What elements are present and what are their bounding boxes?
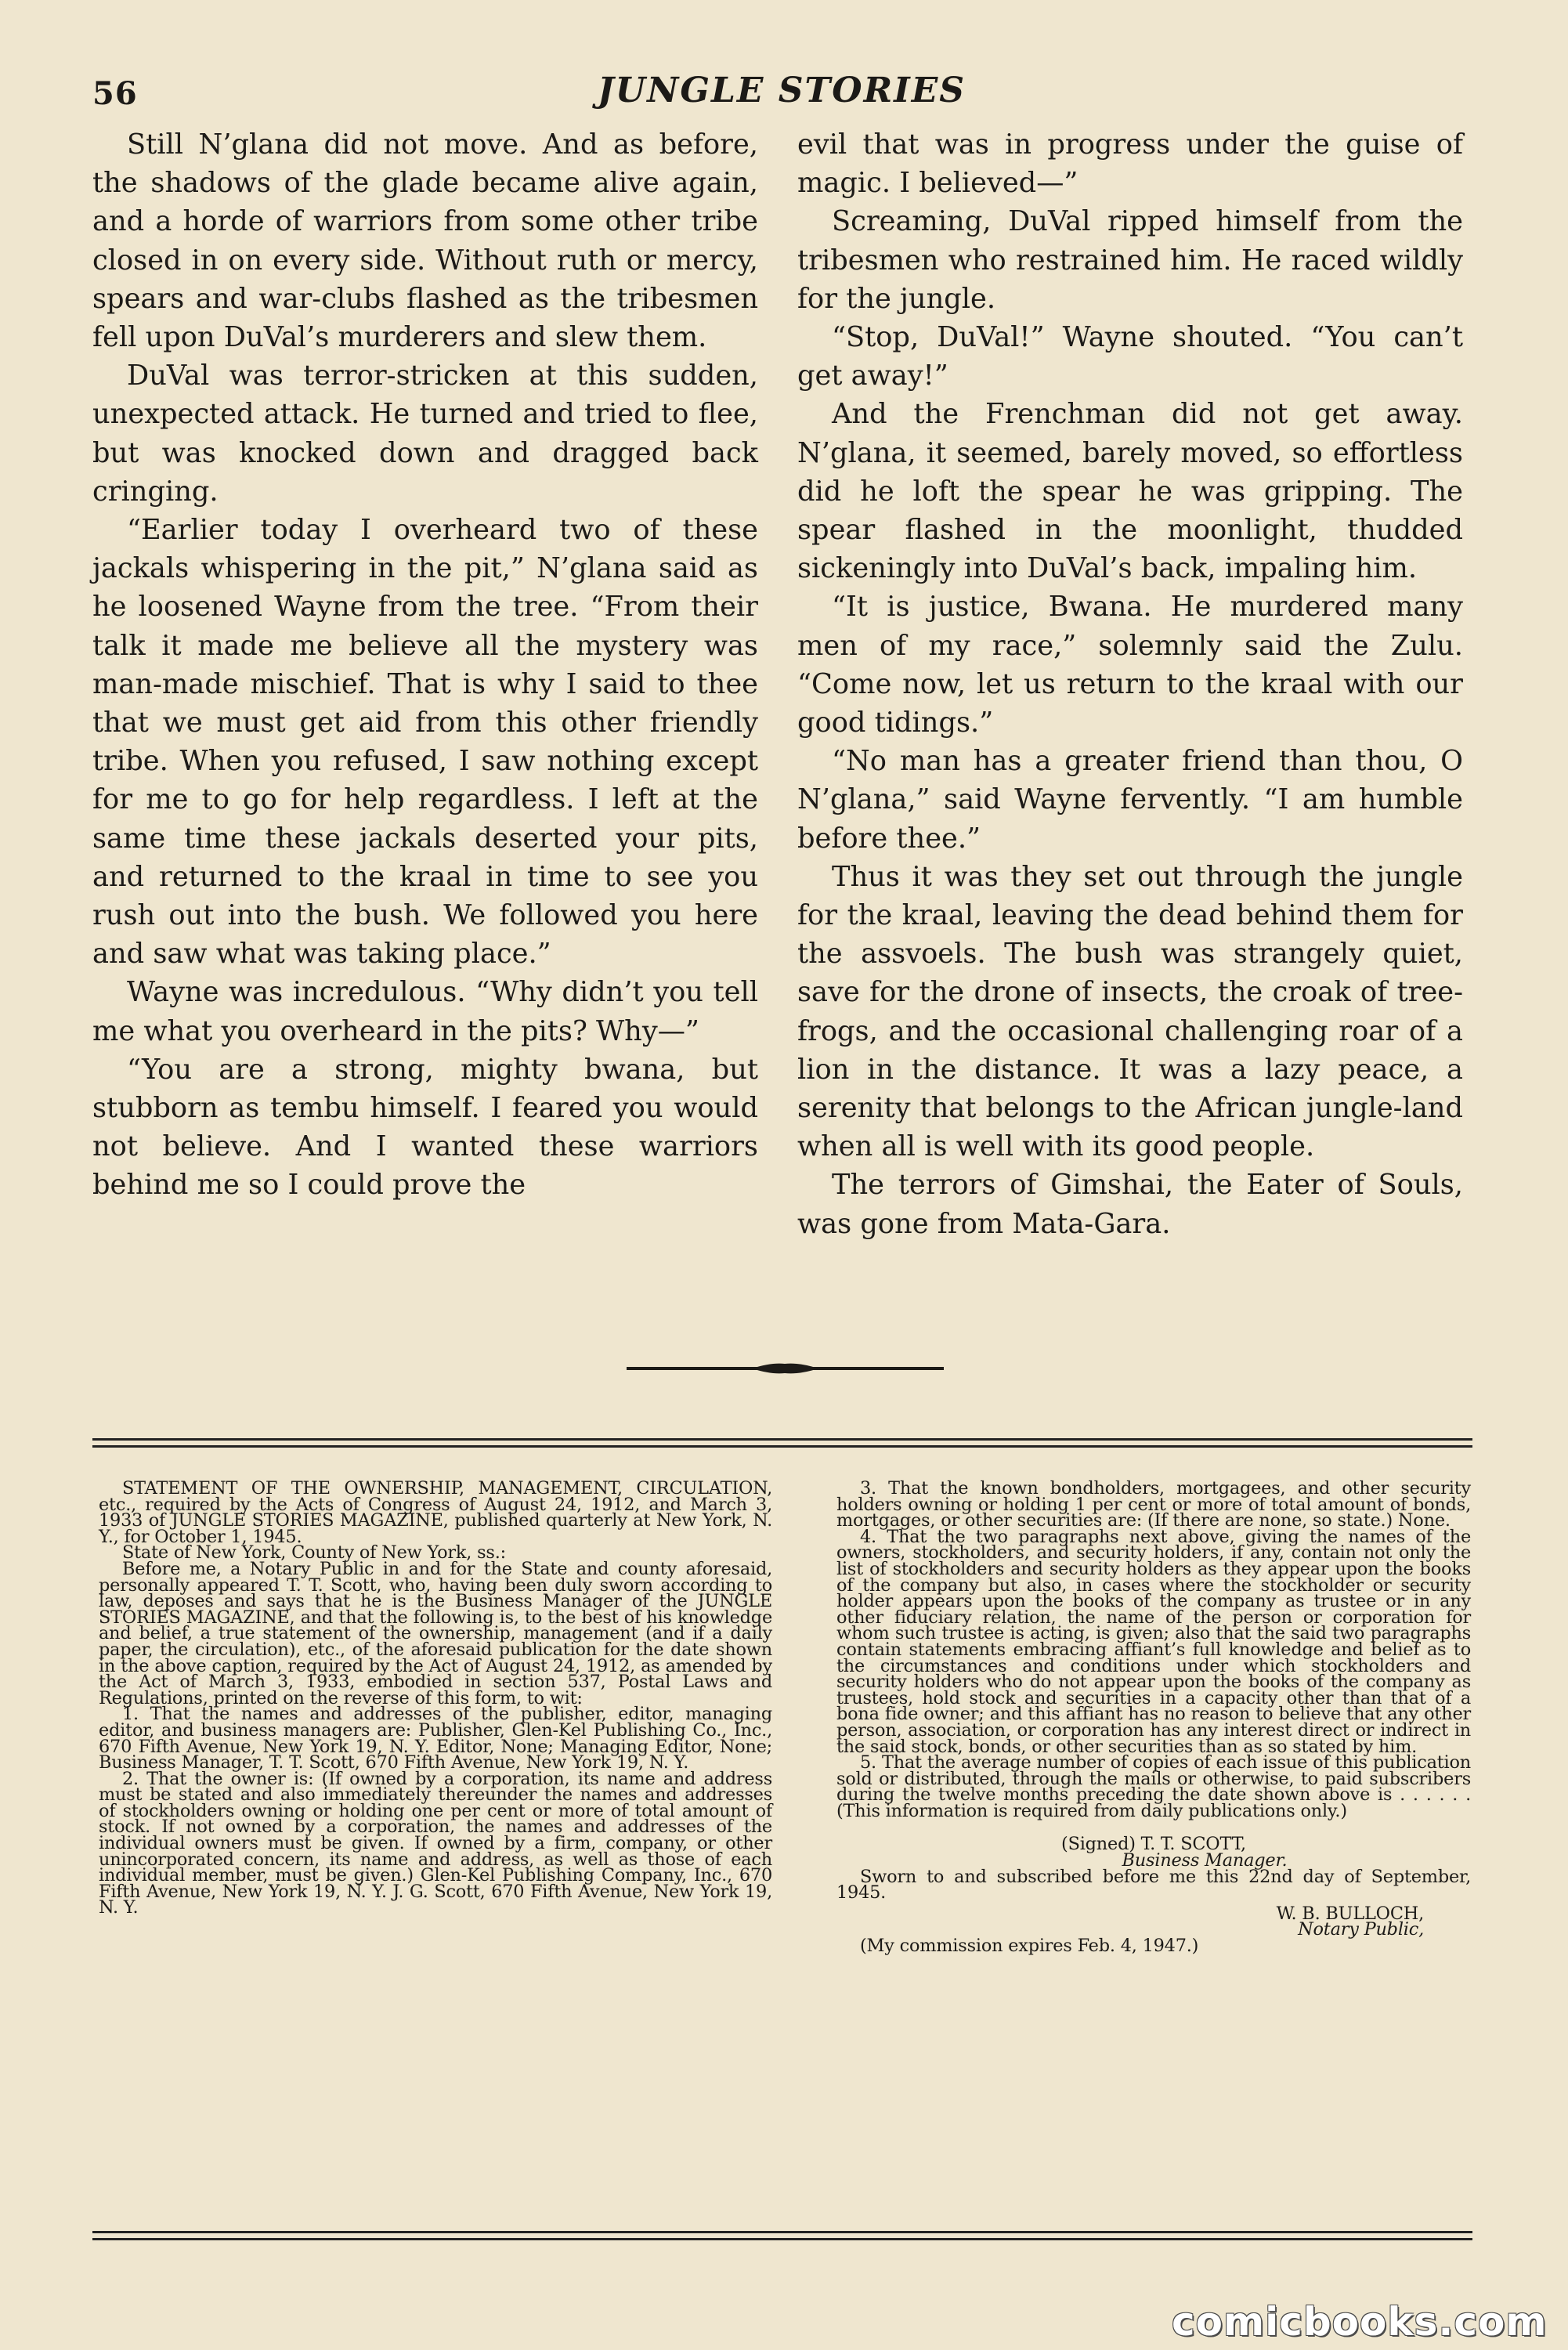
story-paragraph: And the Frenchman did not get away. N’glana, it seemed, barely moved, so effortless did he loft the spear he was gripping. The spear flashed in the moonlight, thudded sickeningly into DuVal’s back, impaling him.	[797, 398, 1463, 585]
statement-paragraph: 1. That the names and addresses of the publisher, editor, managing editor, and business managers are: Publisher, Glen-Kel Publishing Co., Inc., 670 Fifth Avenue, New York 19, N. Y. Editor, None; Managing Editor, None; Business Manager, T. T. Scott, 670 Fifth Avenue, New York 19, N. Y.	[99, 1704, 772, 1773]
end-ornament-icon	[627, 1361, 944, 1376]
statement-paragraph: 5. That the average number of copies of each issue of this publication sold or distributed, through the mails or otherwise, to paid subscribers during the twelve months preceding the date shown above is . . . . . . (This information is required from daily publications only.)	[836, 1752, 1471, 1821]
story-paragraph: “No man has a greater friend than thou, O N’glana,” said Wayne fervently. “I am humble before thee.”	[797, 745, 1463, 855]
story-paragraph: evil that was in progress under the guise of magic. I believed—”	[797, 128, 1463, 200]
page-number: 56	[92, 75, 138, 112]
statement-paragraph: 2. That the owner is: (If owned by a corporation, its name and address must be stated and also immediately thereunder the names and addresses of stockholders owning or holding one per cent or more of total amount of stock. If not owned by a corporation, the names and addresses of the individual owners must be given. If owned by a firm, company, or other unincorporated concern, its name and address, as well as those of each individual member, must be given.) Glen-Kel Publishing Company, Inc., 670 Fifth Avenue, New York 19, N. Y. J. G. Scott, 670 Fifth Avenue, New York 19, N. Y.	[99, 1768, 772, 1918]
story-paragraph: “Earlier today I overheard two of these jackals whispering in the pit,” N’glana said as he loosened Wayne from the tree. “From their talk it made me believe all the mystery was man-made mischief. That is why I said to thee that we must get aid from this other friendly tribe. When you refused, I saw nothing except for me to go for help regardless. I left at the same time these jackals deserted your pits, and returned to the kraal in time to see you rush out into the bush. We followed you here and saw what was taking place.”	[92, 514, 758, 971]
sworn-line: Sworn to and subscribed before me this 22nd day of September, 1945.	[836, 1866, 1471, 1904]
notary-role: Notary Public,	[1298, 1919, 1424, 1940]
story-paragraph: The terrors of Gimshai, the Eater of Souls, was gone from Mata-Gara.	[797, 1169, 1463, 1240]
signature-line: (Signed) T. T. SCOTT,	[1061, 1834, 1246, 1855]
notary-name: W. B. BULLOCH,	[1276, 1903, 1424, 1924]
notice-top-rule	[92, 1438, 1472, 1448]
story-paragraph: Wayne was incredulous. “Why didn’t you tell me what you overheard in the pits? Why—”	[92, 976, 758, 1047]
page-header	[92, 70, 1471, 125]
story-paragraph: DuVal was terror-stricken at this sudden, unexpected attack. He turned and tried to flee, but was knocked down and dragged back cringing.	[92, 360, 758, 508]
story-text	[92, 125, 1472, 1316]
statement-paragraph: Before me, a Notary Public in and for the State and county aforesaid, personally appeared T. T. Scott, who, having been duly sworn according to law, deposes and says that he is the Business Manager of the JUNGLE STORIES MAGAZINE, and that the following is, to the best of his knowledge and belief, a true statement of the ownership, management (and if a daily paper, the circulation), etc., of the aforesaid publication for the date shown in the above caption, required by the Act of August 24, 1912, as amended by the Act of March 3, 1933, embodied in section 537, Postal Laws and Regulations, printed on the reverse of this form, to wit:	[99, 1558, 772, 1708]
ownership-statement	[92, 1480, 1472, 2225]
story-paragraph: Screaming, DuVal ripped himself from the tribesmen who restrained him. He raced wildly for the jungle.	[797, 205, 1463, 315]
story-left-column	[92, 125, 758, 1205]
statement-paragraph: 3. That the known bondholders, mortgagees, and other security holders owning or holding 1 per cent or more of total amount of bonds, mortgages, or other securities are: (If there are none, so state.) None.	[836, 1478, 1471, 1531]
statement-paragraph: STATEMENT OF THE OWNERSHIP, MANAGEMENT, CIRCULATION, etc., required by the Acts of Congress of August 24, 1912, and March 3, 1933 of JUNGLE STORIES MAGAZINE, published quarterly at New York, N. Y., for October 1, 1945.	[99, 1478, 772, 1547]
story-right-column	[797, 125, 1463, 1243]
statement-paragraph: 4. That the two paragraphs next above, giving the names of the owners, stockholders, and security holders, if any, contain not only the list of stockholders and security holders as they appear upon the books of the company but also, in cases where the stockholder or security holder appears upon the books of the company as trustee or in any other fiduciary relation, the name of the person or corporation for whom such trustee is acting, is given; also that the said two paragraphs contain statements embracing affiant’s full knowledge and belief as to the circumstances and conditions under which stockholders and security holders who do not appear upon the books of the company as trustees, hold stock and securities in a capacity other than that of a bona fide owner; and this affiant has no reason to believe that any other person, association, or corporation has any interest direct or indirect in the said stock, bonds, or other securities than as so stated by him.	[836, 1526, 1471, 1757]
story-paragraph: Thus it was they set out through the jungle for the kraal, leaving the dead behind them for the assvoels. The bush was strangely quiet, save for the drone of insects, the croak of tree-frogs, and the occasional challenging roar of a lion in the distance. It was a lazy peace, a serenity that belongs to the African jungle-land when all is well with its good people.	[797, 860, 1463, 1163]
signature-role: Business Manager.	[1122, 1850, 1288, 1871]
story-paragraph: “It is justice, Bwana. He murdered many men of my race,” solemnly said the Zulu. “Come now, let us return to the kraal with our good tidings.”	[797, 591, 1463, 739]
site-watermark: comicbooks.com	[1172, 2299, 1548, 2345]
story-paragraph: “Stop, DuVal!” Wayne shouted. “You can’t get away!”	[797, 321, 1463, 392]
commission-line: (My commission expires Feb. 4, 1947.)	[860, 1936, 1199, 1957]
statement-left-column	[99, 1480, 772, 1916]
story-paragraph: Still N’glana did not move. And as before, the shadows of the glade became alive again, and a horde of warriors from some other tribe closed in on every side. Without ruth or mercy, spears and war-clubs flashed as the tribesmen fell upon DuVal’s murderers and slew them.	[92, 128, 758, 354]
story-paragraph: “You are a strong, mighty bwana, but stubborn as tembu himself. I feared you would not believe. And I wanted these warriors behind me so I could prove the	[92, 1053, 758, 1202]
notice-bottom-rule	[92, 2231, 1472, 2240]
statement-paragraph: State of New York, County of New York, ss.:	[122, 1542, 506, 1564]
statement-right-column	[836, 1478, 1471, 1957]
running-title: JUNGLE STORIES	[597, 70, 966, 110]
